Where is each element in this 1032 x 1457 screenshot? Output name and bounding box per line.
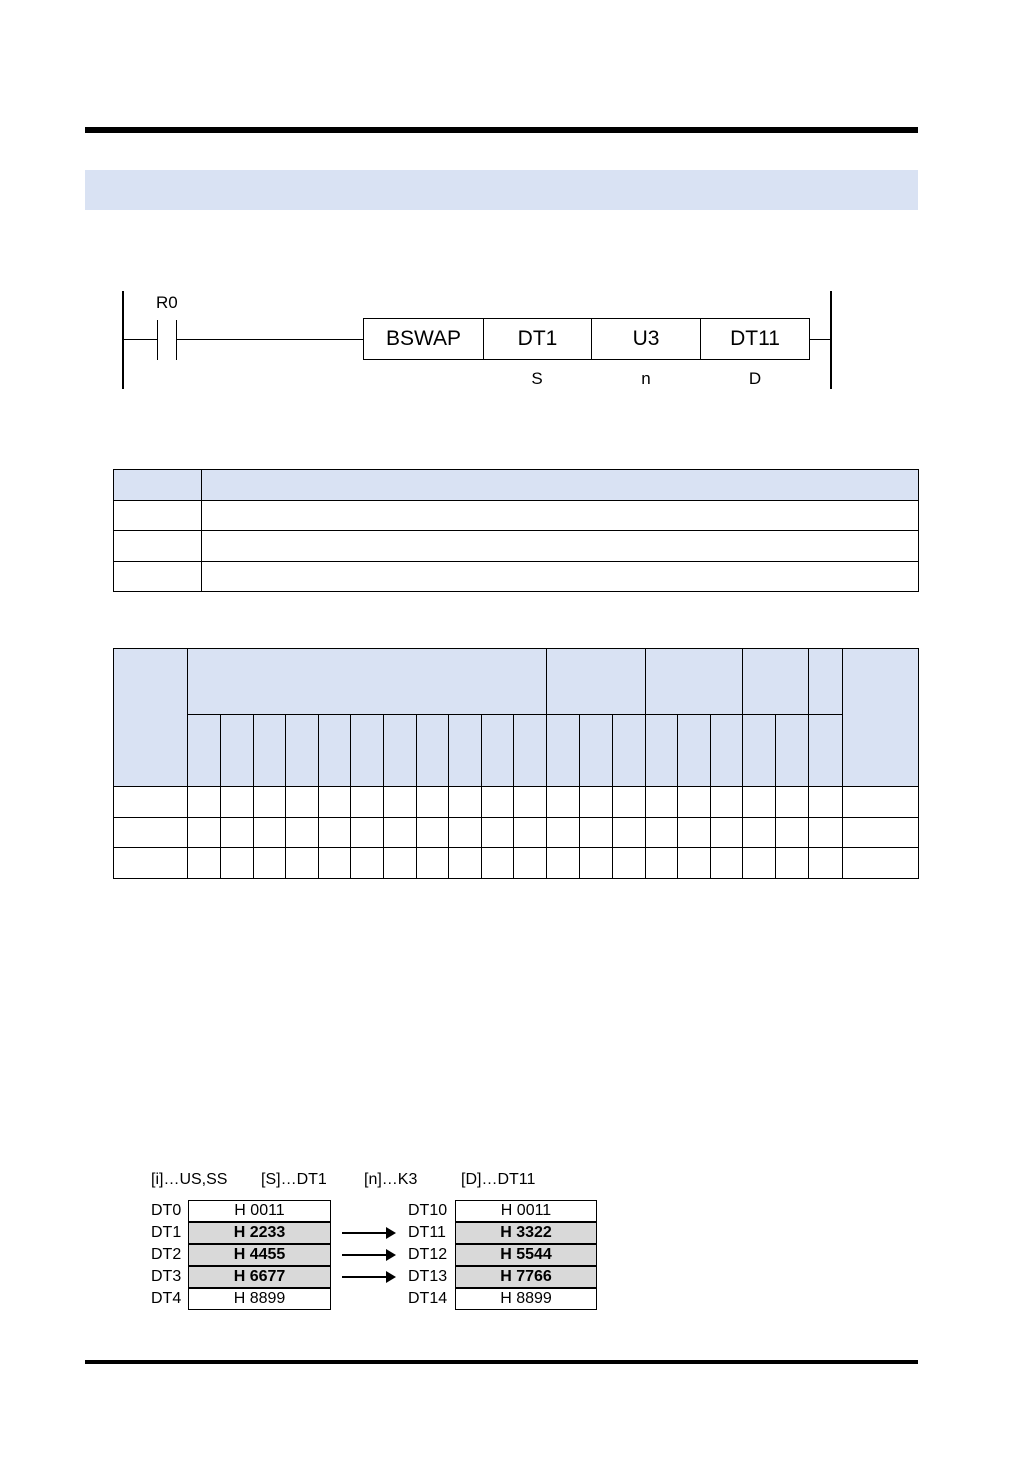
dest-value: H 0011 [455, 1200, 597, 1222]
source-value: H 8899 [188, 1288, 331, 1310]
device-table [113, 648, 919, 879]
transfer-arrow [342, 1276, 394, 1278]
dest-value: H 7766 [455, 1266, 597, 1288]
source-value: H 4455 [188, 1244, 331, 1266]
operand-n-box: U3 [591, 318, 701, 360]
example-label-d: [D]…DT11 [461, 1171, 536, 1188]
ladder-diagram [0, 0, 1032, 420]
wire-segment [177, 339, 364, 340]
dest-register: DT14 [408, 1290, 448, 1307]
operand-table-header [114, 470, 919, 501]
source-value: H 6677 [188, 1266, 331, 1288]
footer-rule [85, 1360, 918, 1364]
device-table-row [114, 848, 919, 879]
example-label-i: [i]…US,SS [151, 1171, 228, 1188]
contact-left-bar [157, 320, 158, 360]
operand-table [113, 469, 919, 592]
instruction-box: BSWAP [363, 318, 484, 360]
example-label-n: [n]…K3 [364, 1171, 418, 1188]
operand-d-name: D [748, 369, 762, 388]
source-value: H 2233 [188, 1222, 331, 1244]
dest-register: DT13 [408, 1268, 448, 1285]
operand-s-name: S [531, 369, 543, 388]
operand-table-row [114, 501, 919, 531]
device-table-row [114, 818, 919, 848]
dest-register: DT10 [408, 1202, 448, 1219]
wire-segment [123, 339, 158, 340]
dest-value: H 3322 [455, 1222, 597, 1244]
operand-d-box: DT11 [700, 318, 810, 360]
left-power-rail [122, 291, 124, 389]
right-power-rail [830, 291, 832, 389]
transfer-arrow [342, 1254, 394, 1256]
dest-value: H 8899 [455, 1288, 597, 1310]
operand-n-name: n [641, 369, 651, 388]
contact-right-bar [176, 320, 177, 360]
source-value: H 0011 [188, 1200, 331, 1222]
wire-segment [809, 339, 831, 340]
source-register: DT4 [151, 1290, 182, 1307]
operand-table-row [114, 562, 919, 592]
operand-table-row [114, 531, 919, 562]
dest-value: H 5544 [455, 1244, 597, 1266]
dest-register: DT11 [408, 1224, 446, 1241]
device-table-row [114, 787, 919, 818]
source-register: DT1 [151, 1224, 182, 1241]
dest-register: DT12 [408, 1246, 448, 1263]
transfer-arrow [342, 1232, 394, 1234]
source-register: DT2 [151, 1246, 182, 1263]
contact-label: R0 [156, 293, 178, 312]
operand-s-box: DT1 [483, 318, 592, 360]
source-register: DT3 [151, 1268, 182, 1285]
source-register: DT0 [151, 1202, 182, 1219]
example-label-s: [S]…DT1 [261, 1171, 327, 1188]
